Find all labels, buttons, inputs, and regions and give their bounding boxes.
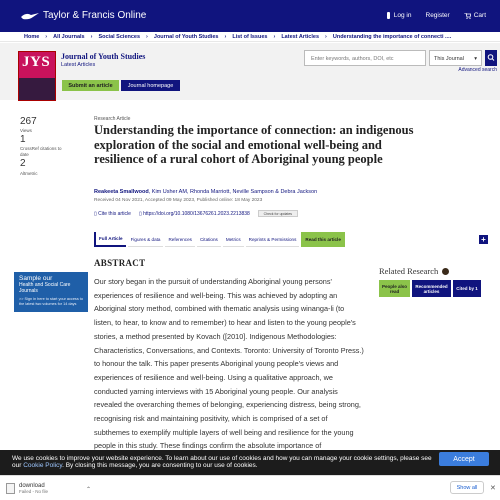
views-label: Views (20, 128, 32, 133)
cite-row (94, 210, 298, 217)
download-info (19, 483, 48, 494)
cite-article-link[interactable]: ▯ Cite this article (94, 210, 131, 217)
promo-line-1: Sample our (19, 275, 53, 282)
cookie-policy-link[interactable]: Cookie Policy (23, 462, 63, 469)
citations-label: CrossRef citations to date (20, 146, 62, 157)
brand-name: Taylor & Francis Online (43, 10, 147, 21)
tab-references[interactable]: References (165, 232, 195, 247)
login-label: Log in (393, 12, 412, 19)
cart-link[interactable] (464, 12, 486, 19)
search-scope-select[interactable] (429, 50, 482, 66)
tab-people-also-read[interactable]: People also read (379, 280, 410, 297)
breadcrumb-home[interactable]: Home (24, 33, 40, 40)
breadcrumb-latest[interactable]: Latest Articles (281, 33, 320, 40)
journal-subtitle: Latest Articles (61, 62, 96, 68)
cite-article-label: Cite this article (98, 210, 131, 217)
login-link[interactable] (386, 12, 412, 19)
tab-full-article[interactable]: Full Article (94, 232, 126, 247)
related-tabs (379, 280, 481, 297)
cover-image-band (19, 78, 55, 100)
info-icon[interactable] (442, 268, 449, 275)
top-actions (386, 12, 486, 19)
doi-label: https://doi.org/10.1080/13676261.2023.2213838 (143, 210, 250, 217)
promo-banner[interactable] (14, 272, 88, 312)
views-count: 267 (20, 116, 37, 127)
download-filename: download (19, 482, 45, 489)
chevron-up-icon[interactable]: ⌃ (86, 487, 92, 493)
article-type: Research Article (94, 116, 131, 122)
promo-line-3: >> Sign in here to start your access to the latest two volumes for 14 days (19, 297, 83, 306)
related-research-label: Related Research (379, 266, 439, 276)
plus-icon: + (481, 235, 486, 244)
crossmark-badge[interactable]: Check for updates (258, 210, 298, 217)
cover-text: JYS (22, 54, 51, 70)
journal-homepage-button[interactable]: Journal homepage (121, 80, 180, 91)
tab-recommended-articles[interactable]: Recommended articles (412, 280, 451, 297)
download-item[interactable] (6, 479, 96, 497)
article-tabs (94, 232, 345, 247)
author-list (94, 189, 394, 195)
read-article-button[interactable]: Read this article (301, 232, 345, 247)
search-icon (485, 50, 497, 66)
other-authors[interactable]: , Kim Usher AM, Rhonda Marriott, Neville Sampson & Debra Jackson (148, 189, 318, 195)
bird-logo-icon (20, 11, 40, 21)
breadcrumb-separator: › (224, 33, 227, 40)
cookie-message (12, 455, 442, 469)
brand-logo[interactable] (20, 10, 146, 21)
file-icon (6, 483, 15, 494)
cart-label: Cart (473, 12, 486, 19)
breadcrumb (0, 32, 500, 42)
user-icon (386, 12, 391, 19)
tab-metrics[interactable]: Metrics (223, 232, 244, 247)
close-icon[interactable]: ✕ (490, 485, 496, 492)
tab-figures-data[interactable]: Figures & data (128, 232, 164, 247)
citations-count: 1 (20, 134, 26, 145)
journal-cover[interactable] (18, 51, 56, 101)
breadcrumb-current: Understanding the importance of connecti .... (332, 33, 452, 40)
doi-link[interactable]: ▯ https://doi.org/10.1080/13676261.2023.2213838 (138, 210, 250, 217)
breadcrumb-journal[interactable]: Journal of Youth Studies (153, 33, 219, 40)
altmetric-count: 2 (20, 158, 26, 169)
breadcrumb-all-journals[interactable]: All Journals (53, 33, 85, 40)
breadcrumb-separator: › (273, 33, 276, 40)
tab-cited-by[interactable]: Cited by 1 (453, 280, 481, 297)
show-all-button[interactable]: Show all (450, 481, 484, 494)
cookie-text-b: . By closing this message, you are consenting to our use of cookies. (62, 462, 258, 469)
tab-reprints[interactable]: Reprints & Permissions (246, 232, 300, 247)
search-button[interactable] (485, 50, 497, 66)
breadcrumb-social-sciences[interactable]: Social Sciences (98, 33, 141, 40)
related-research-heading (379, 266, 449, 276)
submit-article-button[interactable]: Submit an article (62, 80, 119, 91)
altmetric-label: Altmetric (20, 171, 38, 176)
breadcrumb-issues[interactable]: List of Issues (232, 33, 268, 40)
accept-cookies-button[interactable]: Accept (439, 452, 489, 466)
cart-icon (464, 13, 471, 19)
expand-plus-button[interactable] (479, 235, 488, 244)
register-label: Register (425, 12, 450, 19)
breadcrumb-separator: › (325, 33, 327, 40)
advanced-search-link[interactable]: Advanced search (458, 67, 497, 73)
register-link[interactable] (426, 12, 450, 19)
article-title: Understanding the importance of connection: an indigenous exploration of the social and emotional well-being and resilience of a rural cohort of Aboriginal young people (94, 123, 414, 166)
article-dates: Received 04 Nov 2021, Accepted 09 May 2023, Published online: 18 May 2023 (94, 198, 263, 203)
tab-citations[interactable]: Citations (197, 232, 221, 247)
breadcrumb-separator: › (90, 33, 93, 40)
search-input[interactable]: Enter keywords, authors, DOI, etc (304, 50, 426, 66)
chevron-down-icon: ▾ (474, 56, 477, 62)
abstract-heading: ABSTRACT (94, 258, 146, 268)
journal-title[interactable]: Journal of Youth Studies (61, 52, 146, 61)
breadcrumb-separator: › (146, 33, 148, 40)
promo-line-2: Health and Social Care Journals (19, 282, 71, 294)
breadcrumb-separator: › (45, 33, 48, 40)
cookie-text-a: We use cookies to improve your website experience. To learn about our use of cookies and how you can manage your cookie settings, please see our (12, 455, 432, 469)
abstract-body: Our story began in the pursuit of understanding Aboriginal young persons' experiences of resilience and well-being. This was achieved by adopting an Aboriginal story method, combined with thematic analysis using winanga-li (to listen, to hear, to know and to remember) to hear and listen to the young people's stories, a method presented by Kovach ([2010]. Indigenous Methodologies: Characteristics, Conversations, and Contexts. Toronto: University of Toronto Press.) to honour the talk. This paper presents Aboriginal young people's views and experiences of resilience and well-being. Using a qualitative approach, we conducted yarning interviews with 15 Aboriginal young people. Our analysis revealed the overarching themes of belonging, experiencing distress, being strong, recognising risk and maintaining positivity, which is comprised of a set of subthemes to exemplify multiple layers of well being and resilience for the young people in this study. These findings confirm the absolute importance of (94, 277, 364, 451)
download-status: Failed - No file (19, 488, 49, 494)
lead-author[interactable]: Reakeeta Smallwood (94, 189, 149, 195)
search-scope-value: This Journal (434, 56, 464, 62)
